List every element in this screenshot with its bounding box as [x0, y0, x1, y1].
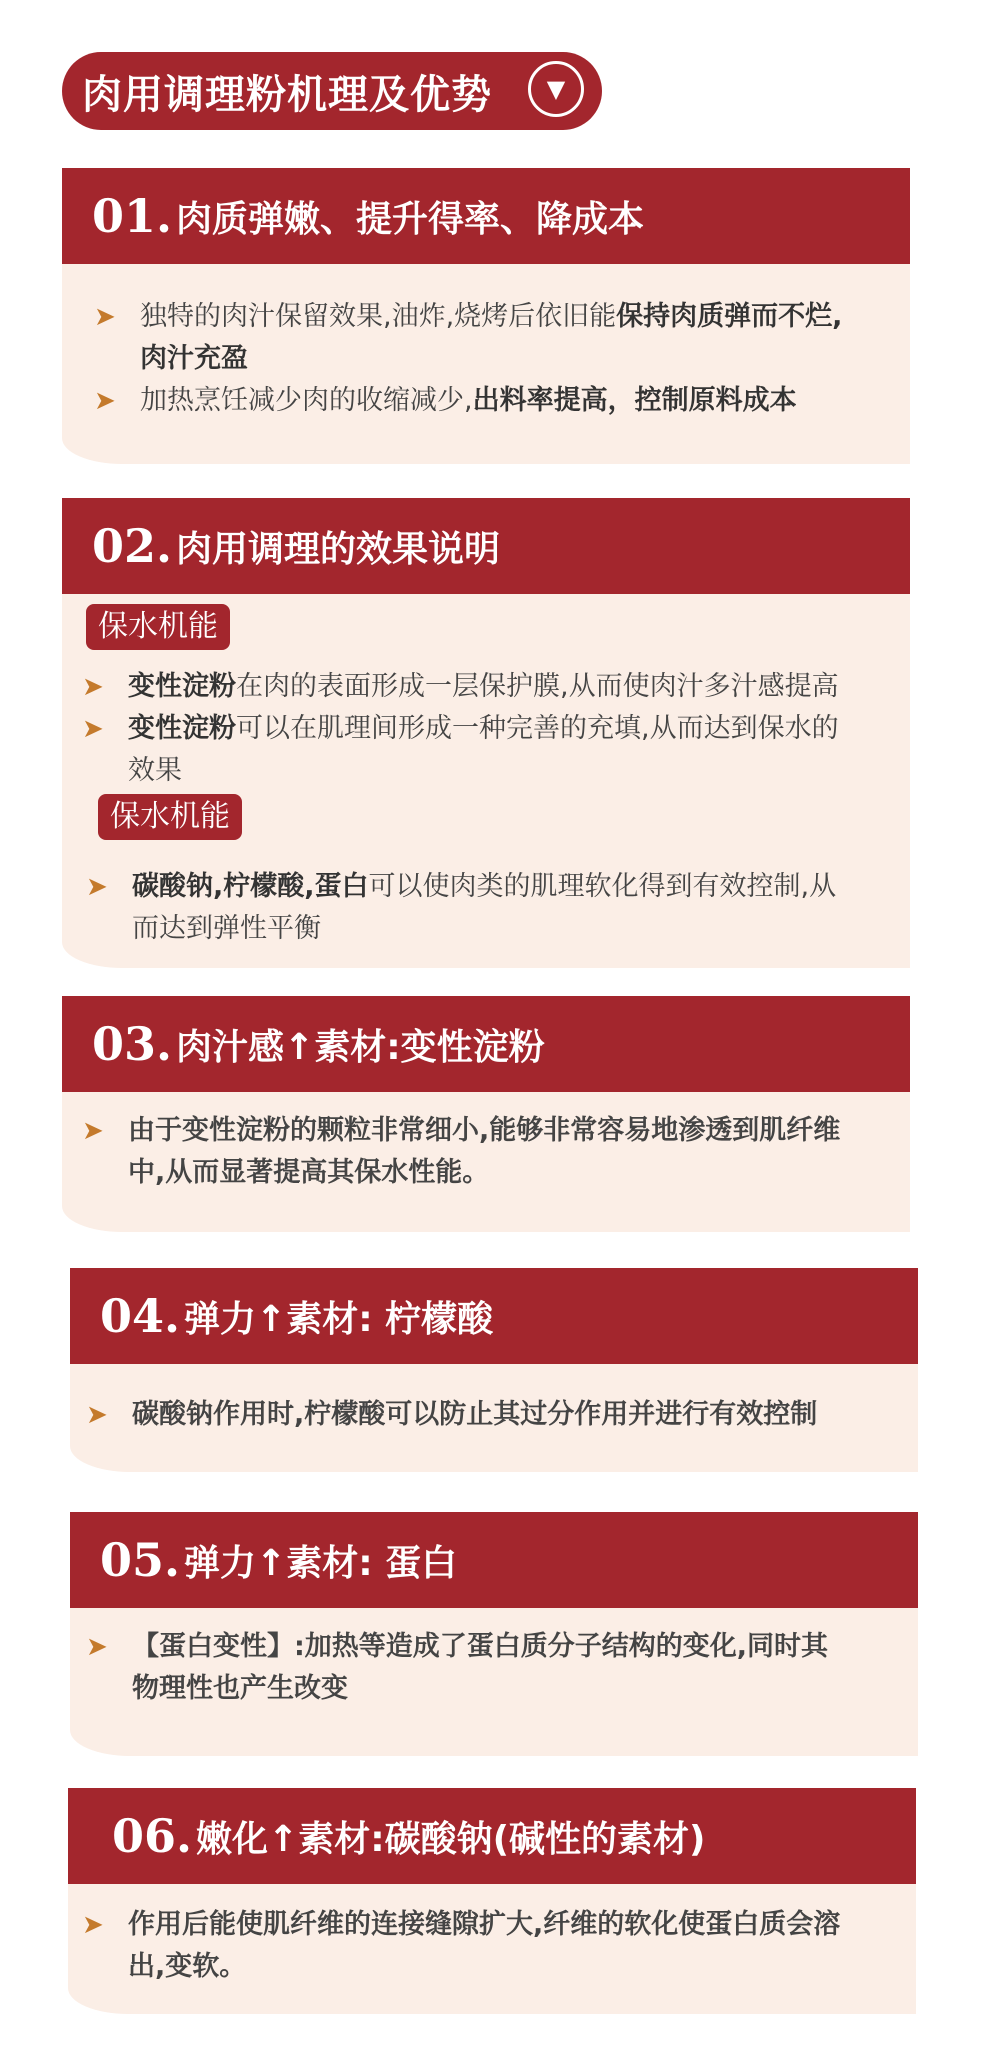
list-item: ➤ 碳酸钠,柠檬酸,蛋白可以使肉类的肌理软化得到有效控制,从 而达到弹性平衡 — [132, 866, 902, 950]
section-05-body — [70, 1608, 918, 1756]
section-05-heading: 05. 弹力↑素材: 蛋白 — [70, 1512, 918, 1608]
arrow-bullet-icon: ➤ — [86, 1632, 108, 1662]
list-item: ➤ 作用后能使肌纤维的连接缝隙扩大,纤维的软化使蛋白质会溶 出,变软。 — [128, 1904, 904, 1988]
section-06 — [68, 1788, 916, 2014]
tag-label: 保水机能 — [98, 794, 242, 840]
arrow-bullet-icon: ➤ — [86, 1400, 108, 1430]
arrow-bullet-icon: ➤ — [94, 386, 116, 416]
section-02 — [62, 498, 910, 968]
list-item: ➤ 碳酸钠作用时,柠檬酸可以防止其过分作用并进行有效控制 — [132, 1394, 902, 1436]
tag-label: 保水机能 — [86, 604, 230, 650]
dropdown-toggle[interactable] — [528, 61, 584, 117]
arrow-bullet-icon: ➤ — [82, 714, 104, 744]
arrow-bullet-icon: ➤ — [82, 672, 104, 702]
arrow-bullet-icon: ➤ — [82, 1910, 104, 1940]
section-02-body — [62, 594, 910, 968]
section-01-body — [62, 264, 910, 464]
section-03-heading: 03. 肉汁感↑素材:变性淀粉 — [62, 996, 910, 1092]
section-04 — [70, 1268, 918, 1472]
triangle-down-icon: ▼ — [546, 75, 566, 103]
section-02-heading: 02. 肉用调理的效果说明 — [62, 498, 910, 594]
section-01-heading: 01. 肉质弹嫩、提升得率、降成本 — [62, 168, 910, 264]
page-title: 肉用调理粉机理及优势 — [82, 71, 492, 118]
section-04-heading: 04. 弹力↑素材: 柠檬酸 — [70, 1268, 918, 1364]
section-04-body — [70, 1364, 918, 1472]
list-item: ➤ 加热烹饪减少肉的收缩减少,出料率提高，控制原料成本 — [140, 380, 900, 422]
section-03-body — [62, 1092, 910, 1232]
section-05 — [70, 1512, 918, 1756]
page-title-banner — [62, 52, 602, 130]
list-item: ➤ 变性淀粉可以在肌理间形成一种完善的充填,从而达到保水的 效果 — [128, 708, 898, 792]
arrow-bullet-icon: ➤ — [86, 872, 108, 902]
list-item: ➤ 独特的肉汁保留效果,油炸,烧烤后依旧能保持肉质弹而不烂, 肉汁充盈 — [140, 296, 900, 380]
arrow-bullet-icon: ➤ — [94, 302, 116, 332]
section-01 — [62, 168, 910, 464]
arrow-bullet-icon: ➤ — [82, 1116, 104, 1146]
section-06-heading: 06. 嫩化↑素材:碳酸钠(碱性的素材) — [68, 1788, 916, 1884]
section-06-body — [68, 1884, 916, 2014]
list-item: ➤ 由于变性淀粉的颗粒非常细小,能够非常容易地渗透到肌纤维 中,从而显著提高其保水性能。 — [128, 1110, 898, 1194]
section-03 — [62, 996, 910, 1232]
list-item: ➤ 【蛋白变性】:加热等造成了蛋白质分子结构的变化,同时其 物理性也产生改变 — [132, 1626, 902, 1710]
list-item: ➤ 变性淀粉在肉的表面形成一层保护膜,从而使肉汁多汁感提高 — [128, 666, 898, 708]
